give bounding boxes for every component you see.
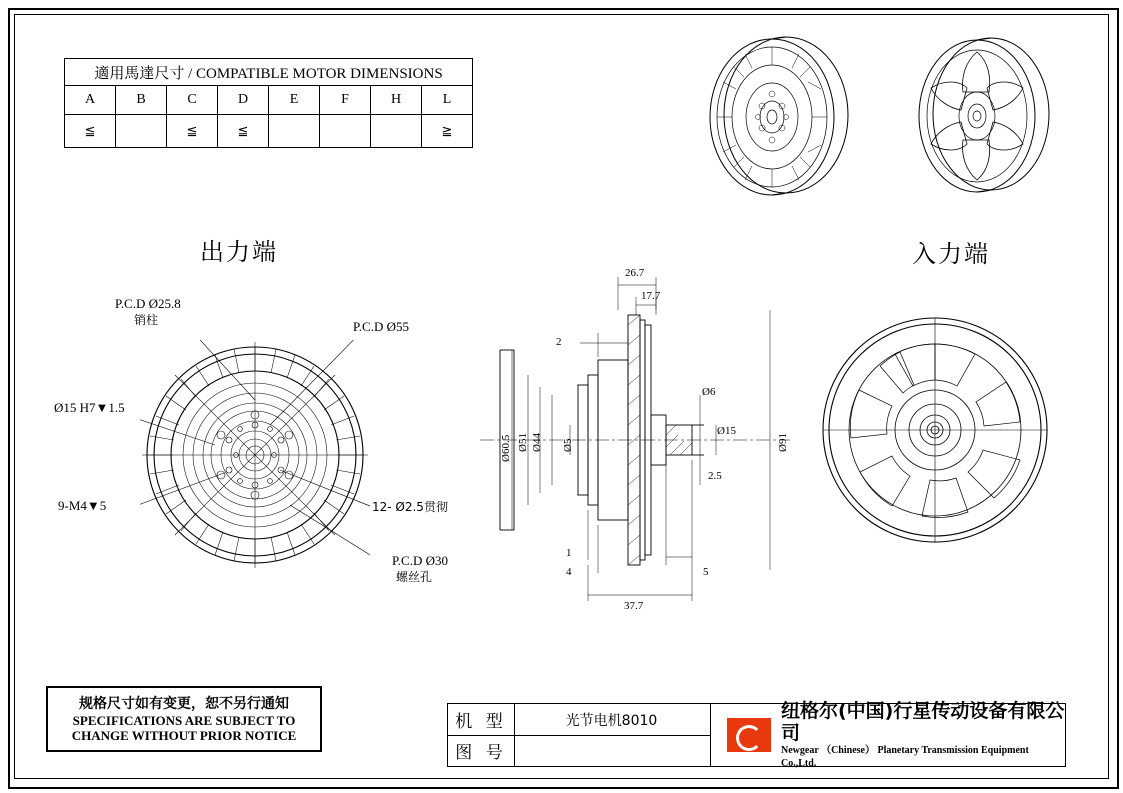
- label-9-m4: 9-M4▼5: [58, 498, 107, 513]
- dim-2: 2: [556, 336, 562, 348]
- view-caption-input-end: 入力端: [912, 240, 990, 268]
- isometric-output-view: [690, 22, 870, 207]
- label-12-holes: 12- Ø2.5贯彻: [372, 500, 448, 514]
- company-logo-icon: [727, 718, 771, 752]
- dim-d5: Ø5: [562, 438, 574, 452]
- label-bore-15h7: Ø15 H7▼1.5: [54, 400, 125, 415]
- motor-table-cell: ≦: [167, 115, 218, 148]
- label-pcd-30-sub: 螺丝孔: [396, 570, 433, 584]
- note-cn: 规格尺寸如有变更，恕不另行通知: [79, 695, 289, 712]
- note-en-line1: SPECIFICATIONS ARE SUBJECT TO: [72, 712, 296, 728]
- model-value: 光节电机8010: [565, 712, 658, 729]
- model-key: 机 型: [448, 704, 515, 735]
- motor-table-cell: ≧: [422, 115, 473, 148]
- motor-table-title: 適用馬達尺寸 / COMPATIBLE MOTOR DIMENSIONS: [65, 59, 473, 86]
- dim-2-5: 2.5: [708, 470, 722, 482]
- dim-d44: Ø44: [531, 433, 543, 452]
- motor-table-cell: [320, 115, 371, 148]
- title-block-row-drawing: [448, 735, 710, 766]
- label-pcd-25-8: P.C.D Ø25.8: [115, 296, 181, 311]
- company-name-cn: 纽格尔(中国)行星传动设备有限公司: [781, 700, 1065, 744]
- company-brand: [711, 700, 1065, 769]
- motor-table-header: L: [422, 86, 473, 115]
- company-name-en: Newgear （Chinese） Planetary Transmission Equipment Co.,Ltd.: [781, 745, 1029, 769]
- motor-table-cell: [371, 115, 422, 148]
- label-pcd-30: P.C.D Ø30: [392, 553, 448, 568]
- title-block: [447, 700, 1066, 769]
- motor-table-header: F: [320, 86, 371, 115]
- dim-4: 4: [566, 566, 572, 578]
- dim-26-7: 26.7: [625, 267, 645, 279]
- dim-17-7: 17.7: [641, 290, 661, 302]
- drawing-value: [514, 735, 709, 766]
- note-en-line2: CHANGE WITHOUT PRIOR NOTICE: [71, 727, 297, 743]
- motor-table-header: B: [116, 86, 167, 115]
- isometric-input-view: [905, 22, 1075, 207]
- dim-d60-5: Ø60.5: [500, 434, 512, 462]
- front-view-output-end: [140, 340, 370, 570]
- table-row-headers: [65, 86, 473, 115]
- dim-d91: Ø91: [777, 433, 789, 452]
- motor-table-header: C: [167, 86, 218, 115]
- specification-note-box: [46, 686, 322, 752]
- drawing-key: 图 号: [448, 735, 515, 766]
- dim-37-7: 37.7: [624, 600, 644, 612]
- table-row-title: [65, 59, 473, 86]
- title-block-row-model: [448, 704, 710, 736]
- dim-1: 1: [566, 547, 572, 559]
- dim-5: 5: [703, 566, 709, 578]
- dim-d6: Ø6: [702, 386, 716, 398]
- label-pcd-55: P.C.D Ø55: [353, 319, 409, 334]
- dim-d15: Ø15: [717, 425, 736, 437]
- motor-table-header: D: [218, 86, 269, 115]
- table-row-values: [65, 115, 473, 148]
- front-view-input-end: [820, 310, 1050, 550]
- motor-table-header: H: [371, 86, 422, 115]
- view-caption-output-end: 出力端: [200, 238, 278, 266]
- motor-table-header: E: [269, 86, 320, 115]
- motor-table-cell: [116, 115, 167, 148]
- compatible-motor-table: [64, 58, 473, 148]
- motor-table-header: A: [65, 86, 116, 115]
- motor-table-cell: [269, 115, 320, 148]
- label-pcd-25-8-sub: 销柱: [134, 313, 159, 327]
- motor-table-cell: ≦: [65, 115, 116, 148]
- motor-table-cell: ≦: [218, 115, 269, 148]
- dim-d51: Ø51: [517, 433, 529, 452]
